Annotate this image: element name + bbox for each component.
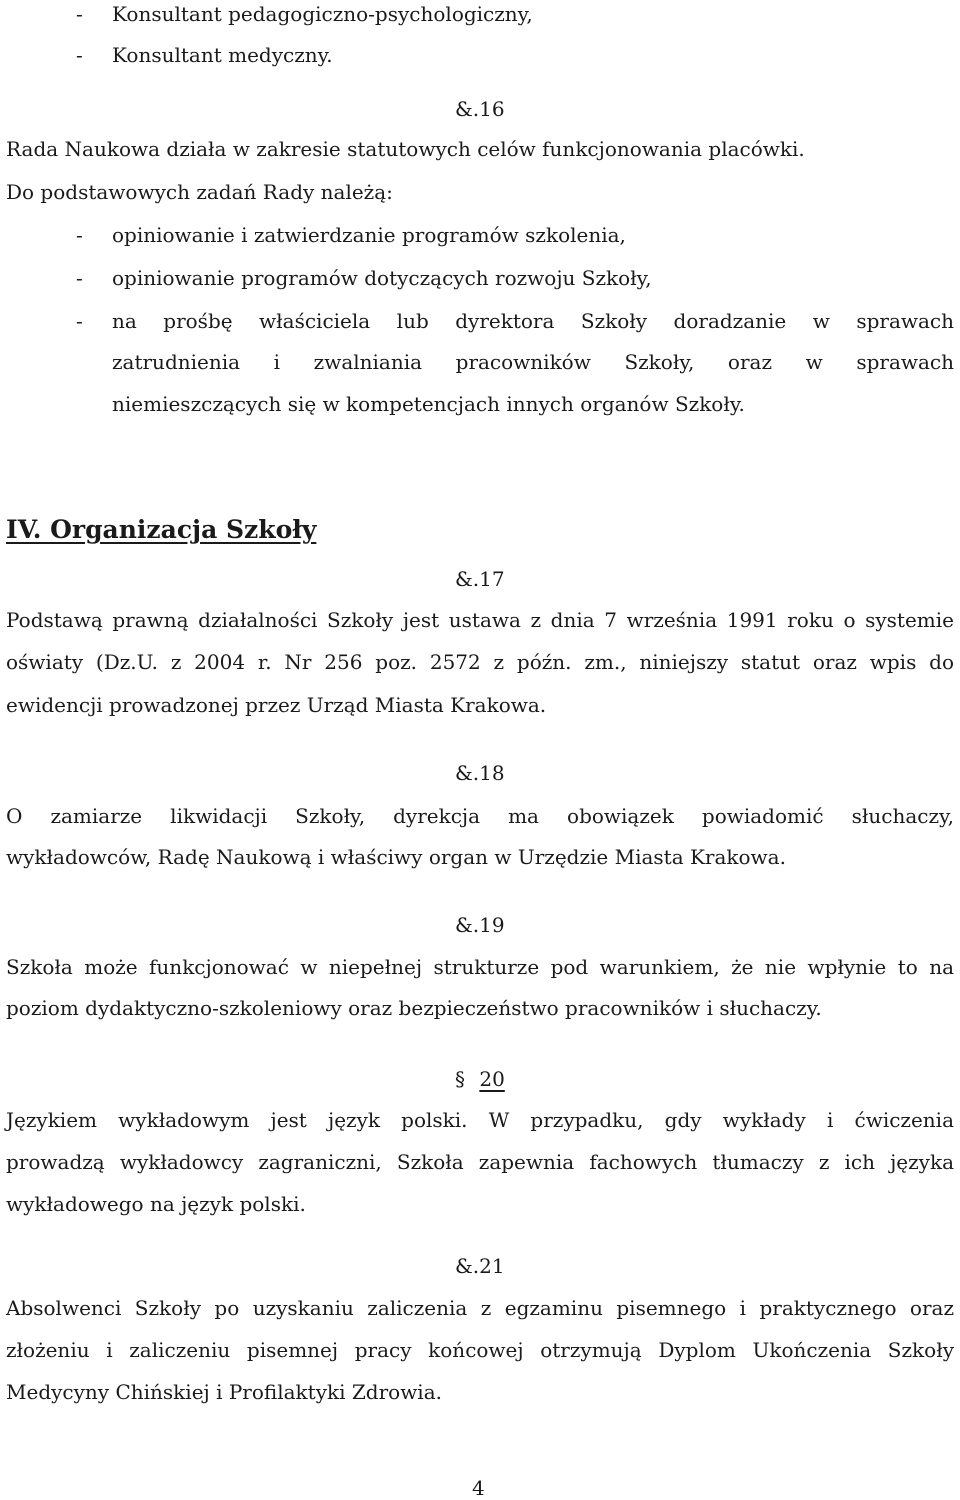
list-item-continuation: niemieszczących się w kompetencjach innych organów Szkoły. <box>112 392 745 416</box>
paragraph-number-20 <box>455 1067 505 1091</box>
paragraph-number-21: &.21 <box>455 1254 505 1278</box>
list-item-continuation: zatrudnienia i zwalniania pracowników Szkoły, oraz w sprawach <box>112 350 954 374</box>
paragraph-number-17: &.17 <box>455 567 505 591</box>
list-item-text: Konsultant pedagogiczno-psychologiczny, <box>112 2 533 26</box>
paragraph-line: oświaty (Dz.U. z 2004 r. Nr 256 poz. 2572 z późn. zm., niniejszy statut oraz wpis do <box>6 650 954 674</box>
list-item: - opiniowanie programów dotyczących rozwoju Szkoły, <box>76 266 652 290</box>
paragraph-line: wykładowego na język polski. <box>6 1192 306 1216</box>
page-number: 4 <box>472 1476 485 1500</box>
document-page: - Konsultant pedagogiczno-psychologiczny, - Konsultant medyczny. &.16 Rada Naukowa działa w zakresie statutowych celów funkcjonowania placówki. Do podstawowych zadań Rady należą: - opiniowanie i zatwierdzanie programów szkolenia, - opiniowanie programów dotyczących rozwoju Szkoły, - na prośbę właściciela lub dyrektora Szkoły doradzanie w sprawach zatrudnienia i zwalniania pracowników Szkoły, oraz w sprawach niemieszczących się w kompetencjach innych organów Szkoły. IV. Organizacja Szkoły &.17 Podstawą prawną działalności Szkoły jest ustawa z dnia 7 września 1991 roku o systemie oświaty (Dz.U. z 2004 r. Nr 256 poz. 2572 z późn. zm., niniejszy statut oraz wpis do ewidencji prowadzonej przez Urząd Miasta Krakowa. &.18 O zamiarze likwidacji Szkoły, dyrekcja ma obowiązek powiadomić słuchaczy, wykładowców, Radę Naukową i właściwy organ w Urzędzie Miasta Krakowa. &.19 Szkoła może funkcjonować w niepełnej strukturze pod warunkiem, że nie wpłynie to na poziom dydaktyczno-szkoleniowy oraz bezpieczeństwo pracowników i słuchaczy. § 20 Językiem wykładowym jest język polski. W przypadku, gdy wykłady i ćwiczenia prowadzą wykładowcy zagraniczni, Szkoła zapewnia fachowych tłumaczy z ich języka wykładowego na język polski. &.21 Absolwenci Szkoły po uzyskaniu zaliczenia z egzaminu pisemnego i praktycznego oraz złożeniu i zaliczeniu pisemnej pracy końcowej otrzymują Dyplom Ukończenia Szkoły Medycyny Chińskiej i Profilaktyki Zdrowia. 4 <box>6 2 954 1500</box>
paragraph-number-16: &.16 <box>455 97 505 121</box>
paragraph-line: Rada Naukowa działa w zakresie statutowych celów funkcjonowania placówki. <box>6 137 805 161</box>
list-item: - Konsultant medyczny. <box>76 43 333 67</box>
paragraph-line: Medycyny Chińskiej i Profilaktyki Zdrowia. <box>6 1380 442 1404</box>
list-item-text: opiniowanie programów dotyczących rozwoju Szkoły, <box>112 266 652 290</box>
list-item-text: opiniowanie i zatwierdzanie programów szkolenia, <box>112 223 626 247</box>
paragraph-line: wykładowców, Radę Naukową i właściwy organ w Urzędzie Miasta Krakowa. <box>6 845 786 869</box>
paragraph-line: Podstawą prawną działalności Szkoły jest ustawa z dnia 7 września 1991 roku o systemie <box>6 608 954 632</box>
list-item-text: na prośbę właściciela lub dyrektora Szkoły doradzanie w sprawach <box>112 309 954 333</box>
paragraph-line: ewidencji prowadzonej przez Urząd Miasta Krakowa. <box>6 693 547 717</box>
section-sign: § <box>455 1067 465 1091</box>
paragraph-number-18: &.18 <box>455 761 505 785</box>
paragraph-line: złożeniu i zaliczeniu pisemnej pracy końcowej otrzymują Dyplom Ukończenia Szkoły <box>6 1338 954 1362</box>
section-number: 20 <box>479 1067 505 1091</box>
paragraph-line: Szkoła może funkcjonować w niepełnej strukturze pod warunkiem, że nie wpłynie to na <box>6 955 954 979</box>
paragraph-line: prowadzą wykładowcy zagraniczni, Szkoła zapewnia fachowych tłumaczy z ich języka <box>6 1150 954 1174</box>
list-item: - Konsultant pedagogiczno-psychologiczny, <box>76 2 533 26</box>
paragraph-line: Absolwenci Szkoły po uzyskaniu zaliczenia z egzaminu pisemnego i praktycznego oraz <box>6 1296 954 1320</box>
list-item: - opiniowanie i zatwierdzanie programów szkolenia, <box>76 223 626 247</box>
paragraph-line: poziom dydaktyczno-szkoleniowy oraz bezpieczeństwo pracowników i słuchaczy. <box>6 996 822 1020</box>
section-heading: IV. Organizacja Szkoły <box>6 515 317 544</box>
list-item-text: Konsultant medyczny. <box>112 43 333 67</box>
paragraph-line: O zamiarze likwidacji Szkoły, dyrekcja ma obowiązek powiadomić słuchaczy, <box>6 804 954 828</box>
paragraph-line: Językiem wykładowym jest język polski. W przypadku, gdy wykłady i ćwiczenia <box>6 1108 954 1132</box>
paragraph-number-19: &.19 <box>455 913 505 937</box>
paragraph-line: Do podstawowych zadań Rady należą: <box>6 180 393 204</box>
